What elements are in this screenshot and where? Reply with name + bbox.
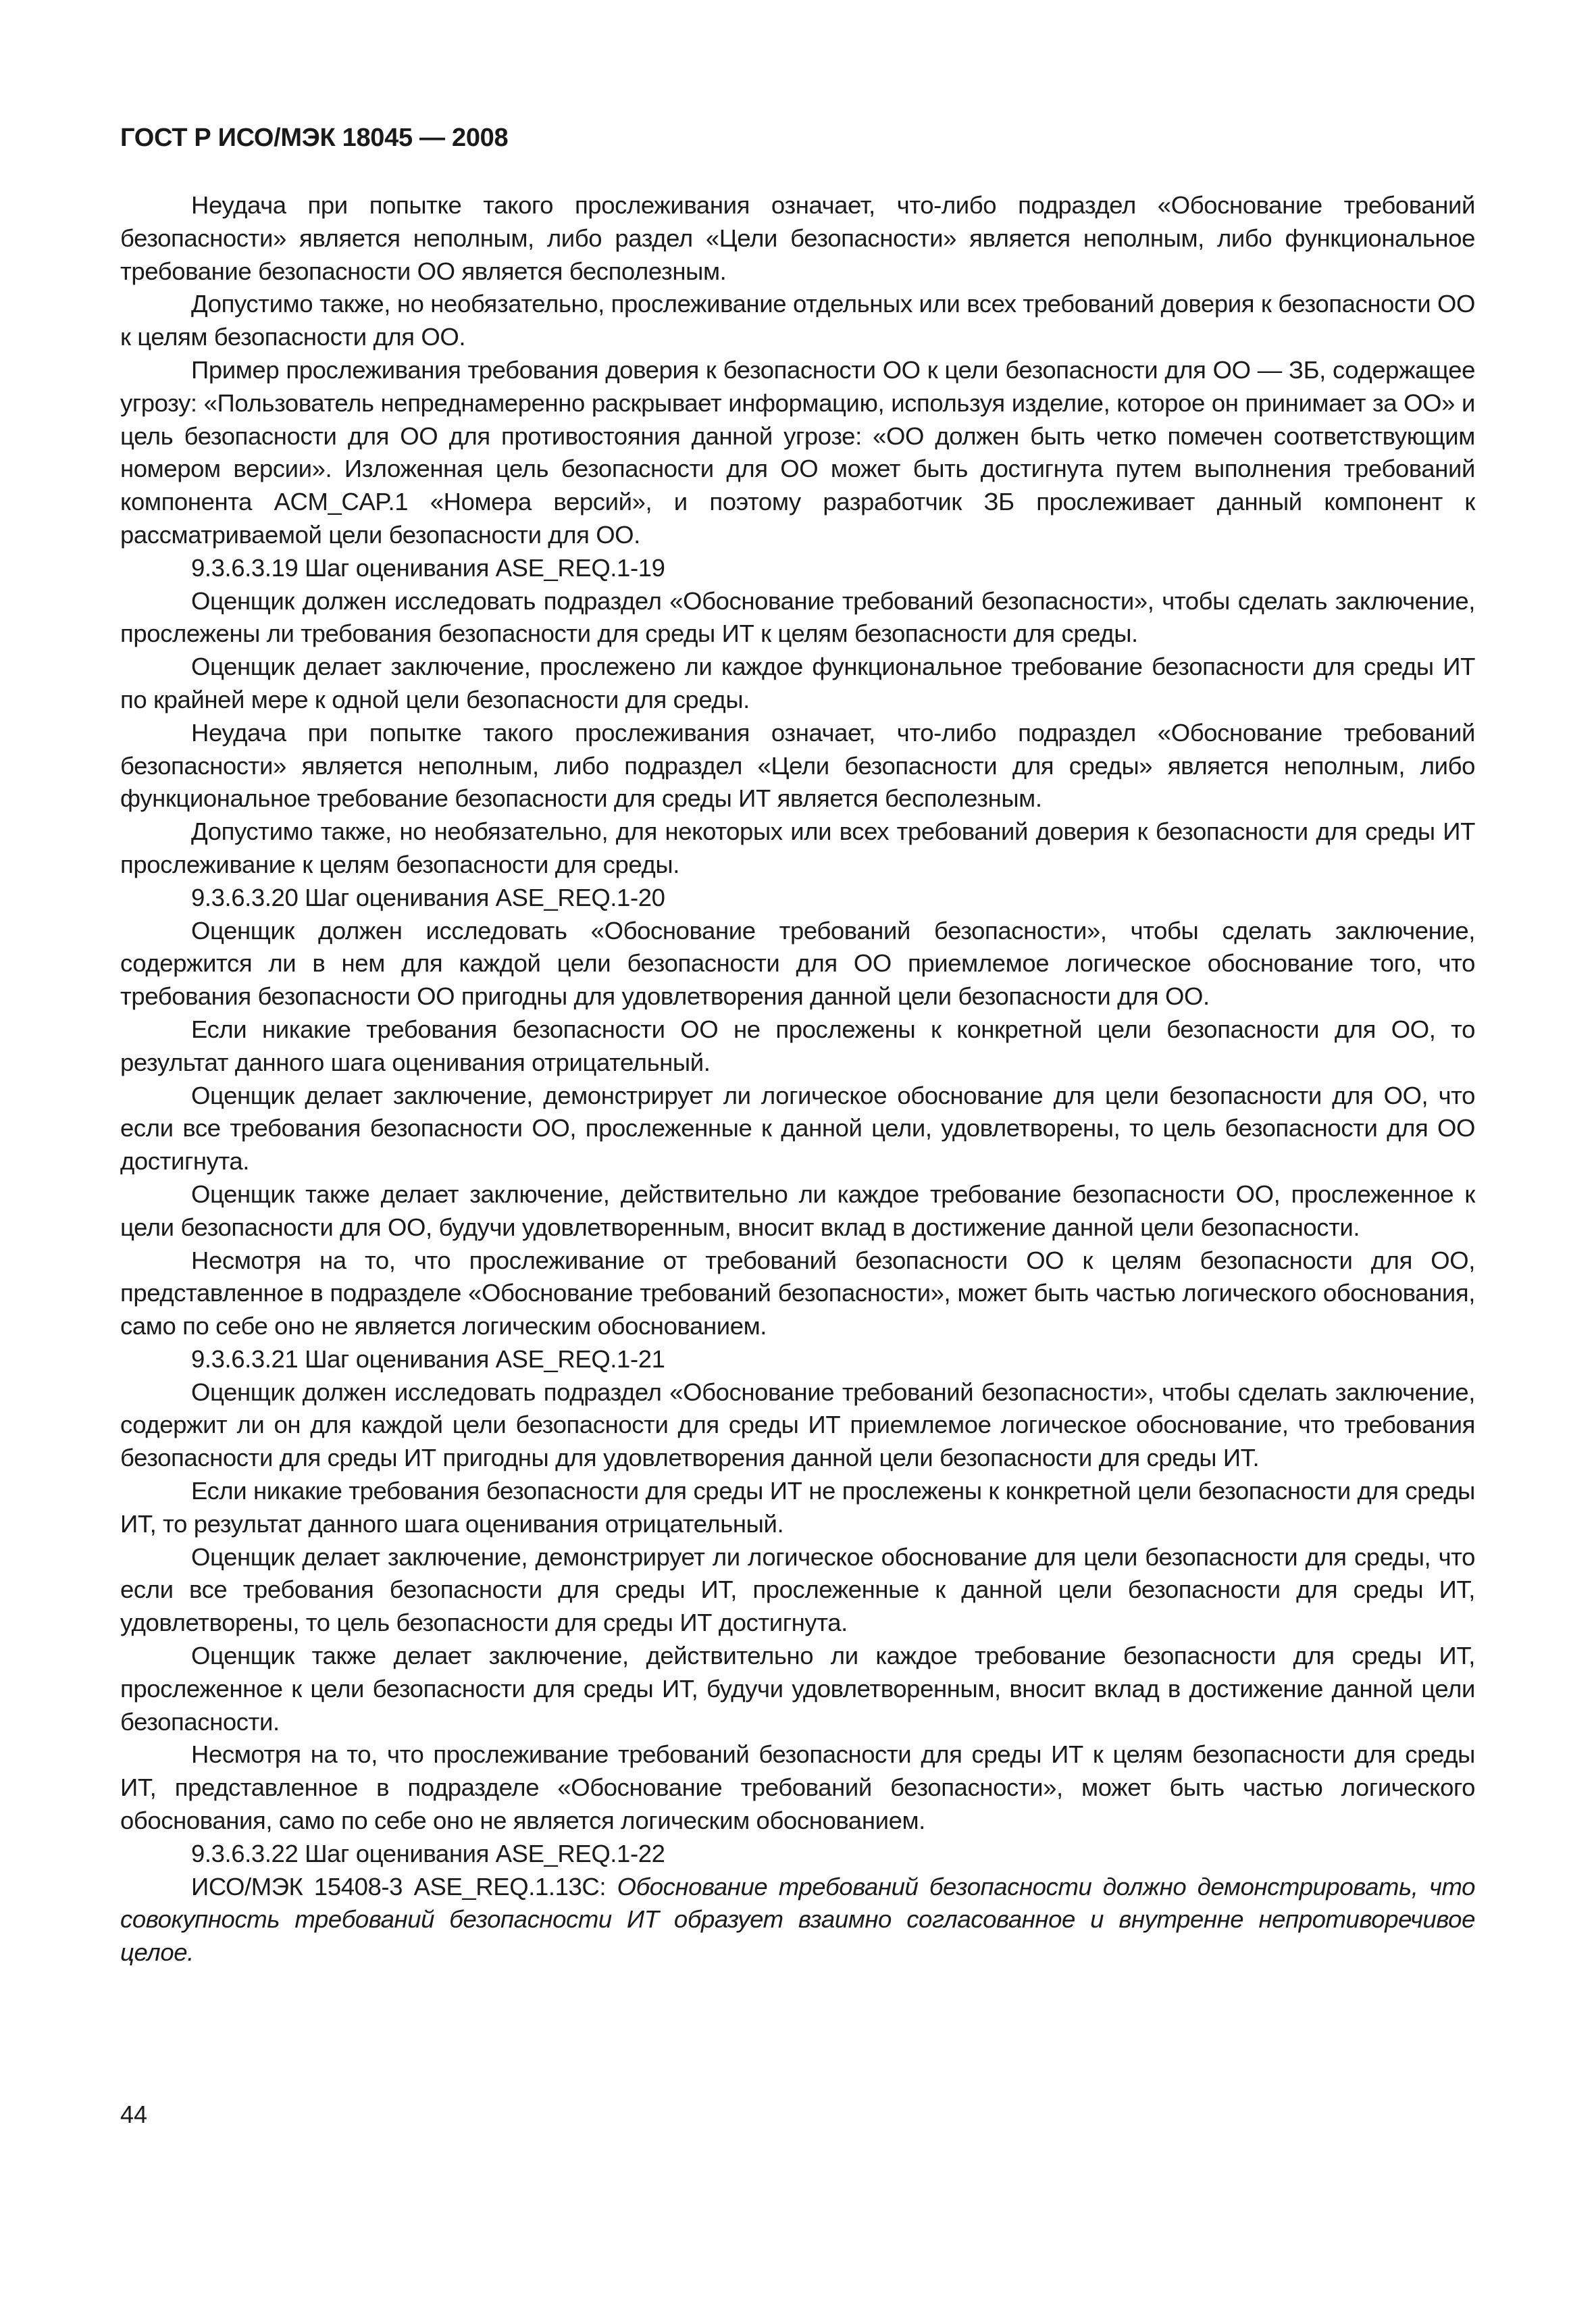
paragraph-env-rationale-demonstrates: Оценщик делает заключение, демонстрирует ли логическое обоснование для цели безопасности для среды, что если все требования безопасности для среды ИТ, прослеженные к данной цели безопасности для среды ИТ, удовлетворены, то цель безопасности для среды ИТ достигнута. <box>120 1542 1475 1637</box>
paragraph-evaluator-determine-env: Оценщик делает заключение, прослежено ли каждое функциональное требование безопасности для среды ИТ по крайней мере к одной цели безопасности для среды. <box>120 653 1475 713</box>
document-page <box>120 122 1475 1969</box>
paragraph-evaluator-examine-rationale-toe: Оценщик должен исследовать «Обоснование требований безопасности», чтобы сделать заключение, содержится ли в нем для каждой цели безопасности для ОО приемлемое логическое обоснование того, что требования безопасности ОО пригодны для удовлетворения данной цели безопасности для ОО. <box>120 916 1475 1011</box>
paragraph-toe-negative-result: Если никакие требования безопасности ОО не прослежены к конкретной цели безопасности для ОО, то результат данного шага оценивания отрицательный. <box>120 1015 1475 1076</box>
paragraph-toe-contribution: Оценщик также делает заключение, действительно ли каждое требование безопасности ОО, прослеженное к цели безопасности для ОО, будучи удовлетворенным, вносит вклад в достижение данной цели безопасности. <box>120 1180 1475 1241</box>
paragraph-toe-rationale-demonstrates: Оценщик делает заключение, демонстрирует ли логическое обоснование для цели безопасности для ОО, что если все требования безопасности ОО, прослеженные к данной цели, удовлетворены, то цель безопасности для ОО достигнута. <box>120 1081 1475 1176</box>
standard-header: ГОСТ Р ИСО/МЭК 18045 — 2008 <box>120 124 509 152</box>
paragraph-env-optional-tracing: Допустимо также, но необязательно, для некоторых или всех требований доверия к безопасности для среды ИТ прослеживание к целям безопасности для среды. <box>120 818 1475 878</box>
paragraph-evaluator-examine-rationale-env: Оценщик должен исследовать подраздел «Обоснование требований безопасности», чтобы сделать заключение, содержит ли он для каждой цели безопасности для среды ИТ приемлемое логическое обоснование, что требования безопасности для среды ИТ пригодны для удовлетворения данной цели безопасности для среды ИТ. <box>120 1378 1475 1472</box>
paragraph-requirement-reference <box>120 1871 1475 1969</box>
page-number: 44 <box>120 2101 148 2128</box>
paragraph-env-tracing-not-rationale: Несмотря на то, что прослеживание требований безопасности для среды ИТ к целям безопасности для среды ИТ, представленное в подразделе «Обоснование требований безопасности», может быть частью логического обоснования, само по себе оно не является логическим обоснованием. <box>120 1740 1475 1835</box>
paragraph-tracing-example: Пример прослеживания требования доверия к безопасности ОО к цели безопасности для ОО — ЗБ, содержащее угрозу: «Пользователь непреднамеренно раскрывает информацию, используя изделие, которое он принимает за ОО» и цель безопасности для ОО для противостояния данной угрозе: «ОО должен быть четко помечен соответствующим номером версии». Изложенная цель безопасности для ОО может быть достигнута путем выполнения требований компонента ACM_CAP.1 «Номера версий», и поэтому разработчик ЗБ прослеживает данный компонент к рассматриваемой цели безопасности для ОО. <box>120 355 1475 549</box>
paragraph-evaluator-examine-env: Оценщик должен исследовать подраздел «Обоснование требований безопасности», чтобы сделать заключение, прослежены ли требования безопасности для среды ИТ к целям безопасности для среды. <box>120 586 1475 648</box>
document-body <box>120 189 1475 1969</box>
paragraph-toe-tracing-not-rationale: Несмотря на то, что прослеживание от требований безопасности ОО к целям безопасности для ОО, представленное в подразделе «Обоснование требований безопасности», может быть частью логического обоснования, само по себе оно не является логическим обоснованием. <box>120 1246 1475 1340</box>
requirement-reference-text: Обоснование требований безопасности должно демонстрировать, что совокупность требований безопасности ИТ образует взаимно согласованное и внутренне непротиворечивое целое. <box>120 1872 1476 1967</box>
paragraph-optional-tracing: Допустимо также, но необязательно, прослеживание отдельных или всех требований доверия к безопасности ОО к целям безопасности для ОО. <box>120 290 1475 351</box>
step-heading-ase-req-1-22: 9.3.6.3.22 Шаг оценивания ASE_REQ.1-22 <box>191 1839 665 1867</box>
requirement-reference-id: ИСО/МЭК 15408-3 ASE_REQ.1.13C: <box>191 1872 617 1901</box>
paragraph-tracing-failure: Неудача при попытке такого прослеживания означает, что-либо подраздел «Обоснование требований безопасности» является неполным, либо раздел «Цели безопасности» является неполным, либо функциональное требование безопасности ОО является бесполезным. <box>120 191 1475 285</box>
step-heading-ase-req-1-21: 9.3.6.3.21 Шаг оценивания ASE_REQ.1-21 <box>191 1344 665 1373</box>
step-heading-ase-req-1-20: 9.3.6.3.20 Шаг оценивания ASE_REQ.1-20 <box>191 883 665 911</box>
paragraph-env-contribution: Оценщик также делает заключение, действительно ли каждое требование безопасности для среды ИТ, прослеженное к цели безопасности для среды ИТ, будучи удовлетворенным, вносит вклад в достижение данной цели безопасности. <box>120 1642 1475 1736</box>
step-heading-ase-req-1-19: 9.3.6.3.19 Шаг оценивания ASE_REQ.1-19 <box>191 553 665 582</box>
paragraph-env-tracing-failure: Неудача при попытке такого прослеживания означает, что-либо подраздел «Обоснование требований безопасности» является неполным, либо подраздел «Цели безопасности для среды» является неполным, либо функциональное требование безопасности для среды ИТ является бесполезным. <box>120 718 1475 813</box>
paragraph-env-negative-result: Если никакие требования безопасности для среды ИТ не прослежены к конкретной цели безопасности для среды ИТ, то результат данного шага оценивания отрицательный. <box>120 1477 1475 1538</box>
